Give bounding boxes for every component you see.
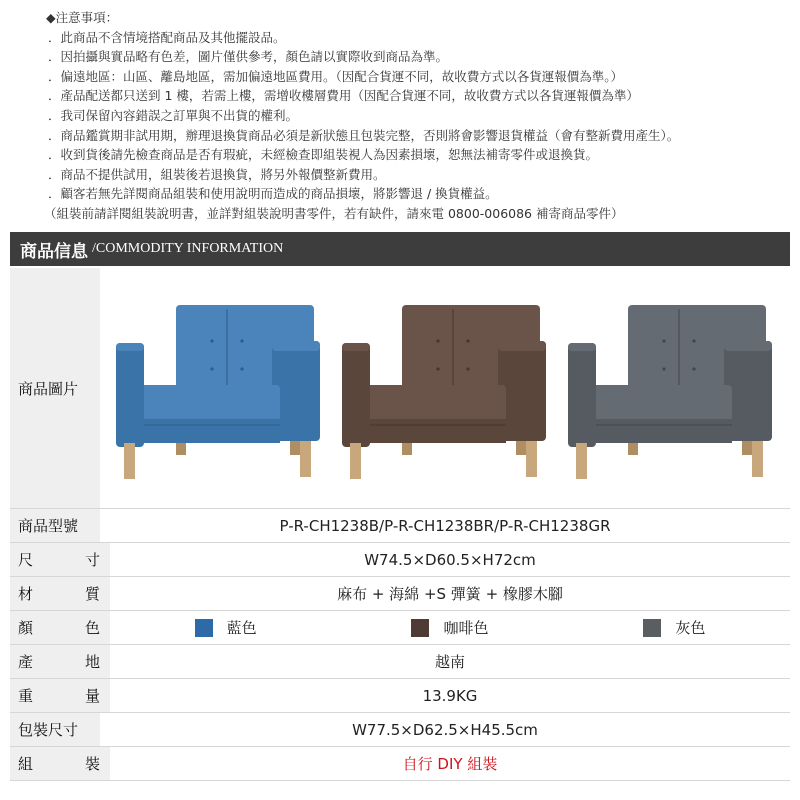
label-char: 重 bbox=[18, 687, 34, 705]
product-images bbox=[100, 268, 790, 508]
notes-heading: ◆注意事項： bbox=[46, 10, 119, 25]
chair-back-leg bbox=[628, 441, 638, 455]
chair-tuft bbox=[466, 339, 469, 342]
chair-base bbox=[366, 419, 506, 443]
chair-back-leg bbox=[290, 441, 300, 455]
note-item: ．顧客若無先詳閱商品組裝和使用說明而造成的商品損壞，將影響退 / 換貨權益。 bbox=[48, 186, 498, 202]
label-model: 商品型號 bbox=[10, 509, 100, 542]
chair-tuft bbox=[240, 367, 243, 370]
note-item: ．偏遠地區：山區、離島地區，需加偏遠地區費用。（因配合貨運不同，故收費方式以各貨運報價為準。） bbox=[48, 68, 624, 84]
note-item: ．產品配送都只送到 1 樓，若需上樓，需增收樓層費用（因配合貨運不同，故收費方式以各貨運報價為準） bbox=[48, 88, 639, 104]
chair-tuft bbox=[466, 367, 469, 370]
color-swatch bbox=[195, 619, 213, 637]
chair-left-arm bbox=[568, 343, 596, 447]
chair-base bbox=[592, 419, 732, 443]
chair-back-leg bbox=[516, 441, 526, 455]
chair-back-leg bbox=[742, 441, 752, 455]
chair-tuft bbox=[210, 367, 213, 370]
row-assembly bbox=[10, 747, 790, 781]
commodity-info-header bbox=[10, 232, 790, 266]
label-char: 寸 bbox=[84, 551, 100, 569]
row-product-image bbox=[10, 268, 790, 509]
chair-front-leg bbox=[576, 443, 587, 479]
row-origin bbox=[10, 645, 790, 679]
note-item: ．收到貨後請先檢查商品是否有瑕疵，未經檢查即組裝視人為因素損壞，恕無法補寄零件或退換貨。 bbox=[48, 147, 599, 163]
row-color bbox=[10, 611, 790, 645]
notes-section bbox=[0, 8, 800, 224]
chair-tuft bbox=[692, 367, 695, 370]
chair-front-leg bbox=[752, 441, 763, 477]
value-origin: 越南 bbox=[434, 653, 465, 671]
label-package-size: 包裝尺寸 bbox=[10, 713, 100, 746]
chair-front-leg bbox=[350, 443, 361, 479]
row-material bbox=[10, 577, 790, 611]
chair-tuft bbox=[692, 339, 695, 342]
chair-tuft bbox=[662, 367, 665, 370]
chair-front-leg bbox=[124, 443, 135, 479]
label-material bbox=[10, 577, 110, 610]
label-char: 材 bbox=[18, 585, 34, 603]
label-size bbox=[10, 543, 110, 576]
color-option-gray bbox=[562, 617, 786, 638]
row-size bbox=[10, 543, 790, 577]
notes-footer: （組裝前請詳閱組裝說明書，並詳對組裝說明書零件，若有缺件，請來電 0800-006086 補寄商品零件） bbox=[44, 205, 624, 221]
chair-left-arm bbox=[342, 343, 370, 447]
value-model: P-R-CH1238B/P-R-CH1238BR/P-R-CH1238GR bbox=[279, 516, 611, 535]
spec-table bbox=[10, 268, 790, 781]
gray-armchair-image bbox=[564, 293, 779, 483]
label-char: 尺 bbox=[18, 551, 34, 569]
value-weight: 13.9KG bbox=[422, 686, 478, 705]
chair-left-arm-top bbox=[568, 343, 596, 351]
header-title-en: /COMMODITY INFORMATION bbox=[92, 241, 284, 256]
chair-tuft bbox=[436, 339, 439, 342]
note-item: ．商品不提供試用，組裝後若退換貨，將另外報價整新費用。 bbox=[48, 166, 386, 182]
chair-right-arm-top bbox=[724, 341, 772, 351]
color-name: 藍色 bbox=[226, 619, 257, 637]
label-char: 量 bbox=[84, 687, 100, 705]
color-swatch bbox=[411, 619, 429, 637]
value-colors bbox=[110, 611, 790, 644]
label-char: 裝 bbox=[84, 755, 100, 773]
color-option-brown bbox=[338, 617, 562, 638]
chair-right-arm-top bbox=[272, 341, 320, 351]
value-size: W74.5×D60.5×H72cm bbox=[364, 550, 536, 569]
brown-armchair-image bbox=[338, 293, 553, 483]
chair-front-leg bbox=[526, 441, 537, 477]
header-title-zh: 商品信息 bbox=[20, 241, 88, 262]
label-char: 產 bbox=[18, 653, 34, 671]
row-package-size bbox=[10, 713, 790, 747]
label-color bbox=[10, 611, 110, 644]
chair-tuft bbox=[662, 339, 665, 342]
note-item: ．此商品不含情境搭配商品及其他擺設品。 bbox=[48, 29, 286, 45]
chair-left-arm-top bbox=[116, 343, 144, 351]
blue-armchair-image bbox=[112, 293, 327, 483]
value-assembly: 自行 DIY 組裝 bbox=[402, 755, 498, 773]
color-name: 咖啡色 bbox=[443, 619, 489, 637]
note-item: ．商品鑑賞期非試用期，辦理退換貨商品必須是新狀態且包裝完整，否則將會影響退貨權益（會有整新費用產生）。 bbox=[48, 127, 680, 143]
chair-back-leg bbox=[402, 441, 412, 455]
label-char: 質 bbox=[84, 585, 100, 603]
label-char: 組 bbox=[18, 755, 34, 773]
label-origin bbox=[10, 645, 110, 678]
chair-front-leg bbox=[300, 441, 311, 477]
color-option-blue bbox=[113, 617, 337, 638]
chair-right-arm-top bbox=[498, 341, 546, 351]
label-assembly bbox=[10, 747, 110, 780]
label-char: 顏 bbox=[18, 619, 34, 637]
chair-base bbox=[140, 419, 280, 443]
value-package-size: W77.5×D62.5×H45.5cm bbox=[352, 720, 538, 739]
chair-tuft bbox=[436, 367, 439, 370]
chair-left-arm bbox=[116, 343, 144, 447]
label-weight bbox=[10, 679, 110, 712]
note-item: ．因拍攝與實品略有色差，圖片僅供參考，顏色請以實際收到商品為準。 bbox=[48, 49, 449, 65]
chair-back-leg bbox=[176, 441, 186, 455]
row-model bbox=[10, 509, 790, 543]
note-item: ．我司保留內容錯誤之訂單與不出貨的權利。 bbox=[48, 107, 299, 123]
label-product-image: 商品圖片 bbox=[10, 268, 100, 508]
row-weight bbox=[10, 679, 790, 713]
color-swatch bbox=[643, 619, 661, 637]
color-name: 灰色 bbox=[675, 619, 706, 637]
value-material: 麻布 + 海綿 +S 彈簧 + 橡膠木腳 bbox=[337, 585, 563, 603]
label-char: 地 bbox=[84, 653, 100, 671]
chair-tuft bbox=[210, 339, 213, 342]
chair-left-arm-top bbox=[342, 343, 370, 351]
chair-tuft bbox=[240, 339, 243, 342]
label-char: 色 bbox=[84, 619, 100, 637]
